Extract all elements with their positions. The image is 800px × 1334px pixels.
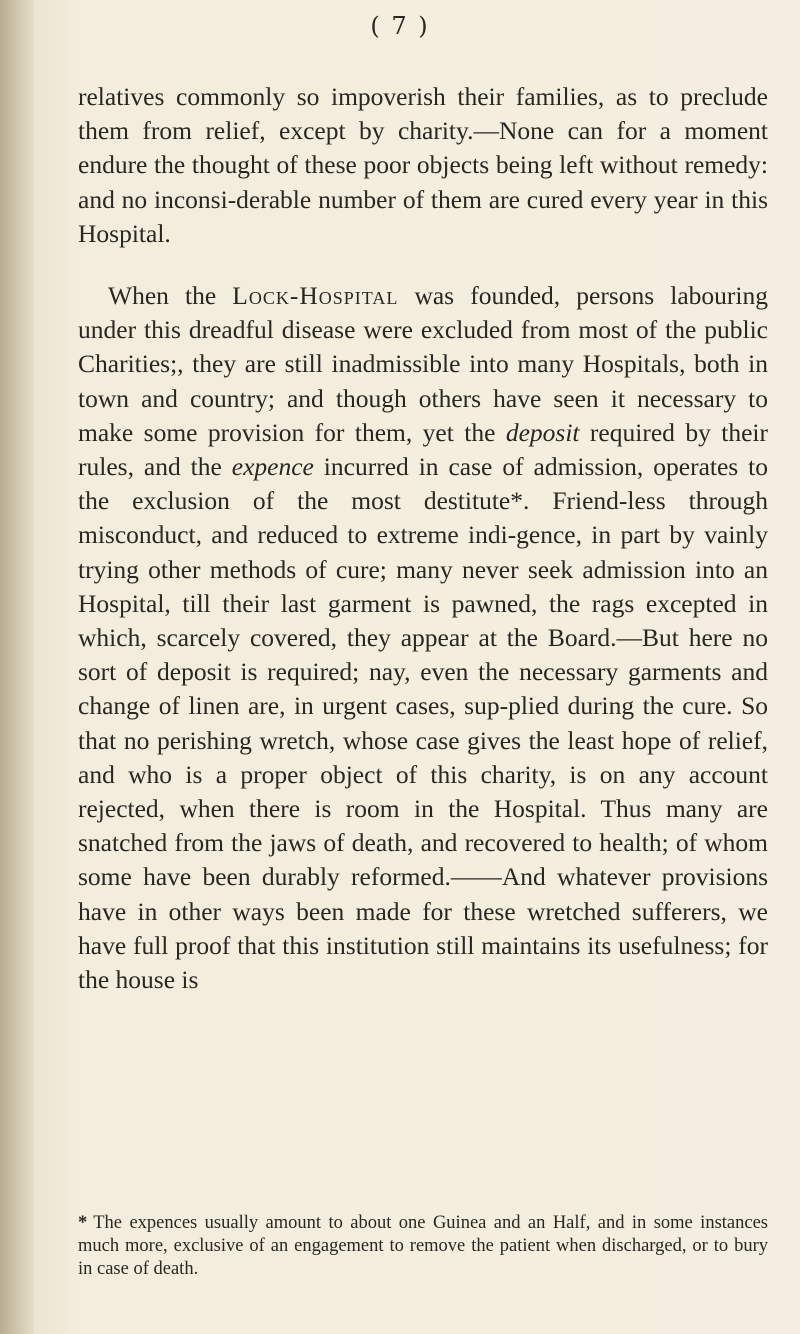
paragraph-1: relatives commonly so impoverish their families, as to preclude them from relief, except by charity.—None can for a moment endure the thought of these poor objects being left without remedy: and no inconsi-derable number of them are cured every year in this Hospital. <box>78 82 768 248</box>
italic-expence: expence <box>231 452 314 482</box>
italic-deposit: deposit <box>505 417 580 447</box>
page-gutter <box>0 0 34 1334</box>
body-text <box>78 80 768 997</box>
footnote-marker: * <box>78 1213 88 1233</box>
page-number: ( 7 ) <box>370 12 430 40</box>
footnote-text: The expences usually amount to about one Guinea and an Half, and in some instances much more, exclusive of an engagement to remove the patient when discharged, or to bury in case of death. <box>78 1213 768 1279</box>
paragraph-2 <box>78 279 768 997</box>
institution-name: Lock-Hospital <box>232 281 399 311</box>
paragraph-2-part-c: incurred in case of admission, operates to the exclusion of the most destitute*. Friend-less through misconduct, and reduced to extreme indi-gence, in part by vainly trying other methods of cure; many never seek admission into an Hospital, till their last garment is pawned, the rags excepted in which, scarcely covered, they appear at the Board.—But here no sort of deposit is required; nay, even the necessary garments and change of linen are, in urgent cases, sup-plied during the cure. So that no perishing wretch, whose case gives the least hope of relief, and who is a proper object of this charity, is on any account rejected, when there is room in the Hospital. Thus many are snatched from the jaws of death, and recovered to health; of whom some have been durably reformed.——And whatever provisions have in other ways been made for these wretched sufferers, we have full proof that this institution still maintains its usefulness; for the house is <box>78 452 768 995</box>
paragraph-2-lead: When the <box>108 281 233 311</box>
footnote <box>78 1212 768 1281</box>
paragraph-2-part-a: was founded, persons labouring under this dreadful disease were excluded from most of the public Charities;, they are still inadmissible into many Hospitals, both in town and country; and though others have seen it necessary to make some provision for them, yet the <box>78 281 768 447</box>
paragraph-2-part-b: required by their rules, and the <box>78 417 768 482</box>
